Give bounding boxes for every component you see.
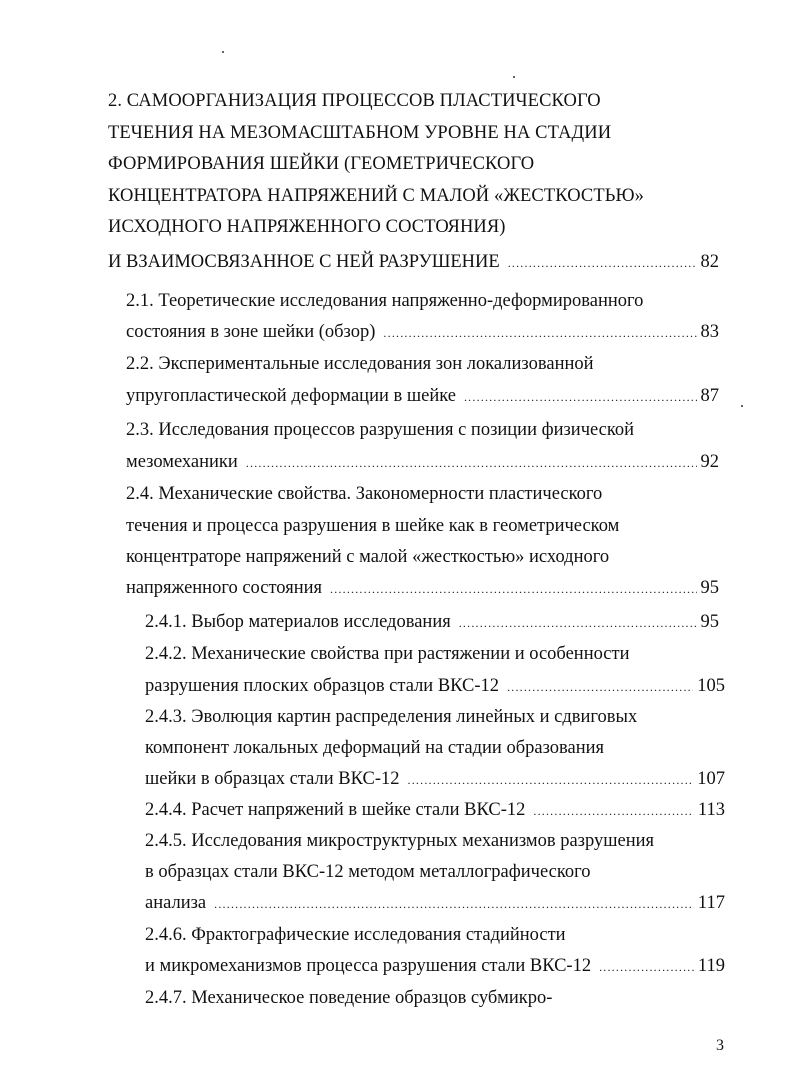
toc-entry-line: 2.4. Механические свойства. Закономерности пластического [126, 484, 603, 504]
scan-speck [222, 51, 224, 53]
toc-entry-text: напряженного состояния [126, 578, 323, 598]
page-number: 3 [716, 1037, 724, 1054]
toc-page-number: 117 [697, 893, 725, 913]
chapter-heading-final-line[interactable] [108, 251, 719, 274]
toc-page-number: 95 [700, 612, 719, 632]
chapter-heading [108, 86, 708, 244]
toc-entry-line: течения и процесса разрушения в шейке как в геометрическом [126, 516, 620, 536]
heading-line: 2. САМООРГАНИЗАЦИЯ ПРОЦЕССОВ ПЛАСТИЧЕСКОГО [108, 91, 601, 111]
toc-entry[interactable] [145, 675, 725, 698]
toc-entry-line: 2.1. Теоретические исследования напряженно-деформированного [126, 291, 644, 311]
toc-entry-text: И ВЗАИМОСВЯЗАННОЕ С НЕЙ РАЗРУШЕНИЕ [108, 252, 500, 272]
toc-entry-line: 2.4.6. Фрактографические исследования стадийности [145, 925, 566, 945]
toc-page-number: 82 [700, 252, 719, 272]
dot-leader [599, 956, 694, 978]
toc-entry-line: в образцах стали ВКС-12 методом металлографического [145, 862, 591, 882]
dot-leader [408, 769, 694, 791]
toc-entry-text: и микромеханизмов процесса разрушения стали ВКС-12 [145, 956, 592, 976]
toc-entry-line: концентраторе напряжений с малой «жесткостью» исходного [126, 547, 610, 567]
toc-entry-text: 2.4.1. Выбор материалов исследования [145, 612, 451, 632]
toc-page-number: 119 [697, 956, 725, 976]
dot-leader [214, 893, 694, 915]
toc-entry-line: 2.3. Исследования процессов разрушения с позиции физической [126, 420, 635, 440]
toc-entry-text: 2.4.4. Расчет напряжений в шейке стали ВКС-12 [145, 800, 526, 820]
dot-leader [459, 612, 697, 634]
toc-page-number: 87 [700, 386, 719, 406]
dot-leader [533, 800, 694, 822]
toc-entry[interactable] [145, 892, 725, 915]
toc-entry[interactable] [145, 768, 725, 791]
scan-speck [741, 405, 743, 407]
dot-leader [507, 676, 693, 698]
toc-page-number: 83 [700, 322, 719, 342]
toc-entry[interactable] [126, 577, 719, 600]
toc-entry-line: 2.4.3. Эволюция картин распределения линейных и сдвиговых [145, 707, 638, 727]
toc-page-number: 113 [697, 800, 725, 820]
toc-entry-text: разрушения плоских образцов стали ВКС-12 [145, 676, 500, 696]
toc-entry-text: упругопластической деформации в шейке [126, 386, 456, 406]
heading-line: ИСХОДНОГО НАПРЯЖЕННОГО СОСТОЯНИЯ) [108, 217, 506, 237]
toc-entry[interactable] [145, 799, 725, 822]
toc-entry-text: шейки в образцах стали ВКС-12 [145, 769, 400, 789]
toc-entry[interactable] [145, 611, 719, 634]
toc-entry-text: состояния в зоне шейки (обзор) [126, 322, 376, 342]
dot-leader [246, 452, 697, 474]
heading-line: ТЕЧЕНИЯ НА МЕЗОМАСШТАБНОМ УРОВНЕ НА СТАДИИ [108, 122, 612, 143]
toc-entry[interactable] [126, 451, 719, 474]
toc-entry[interactable] [145, 955, 725, 978]
toc-entry-line: 2.2. Экспериментальные исследования зон локализованной [126, 354, 594, 374]
dot-leader [508, 252, 697, 274]
toc-page-number: 107 [697, 769, 725, 789]
toc-entry[interactable] [126, 385, 719, 408]
toc-entry-line: 2.4.7. Механическое поведение образцов субмикро- [145, 988, 553, 1008]
toc-entry-line: 2.4.2. Механические свойства при растяжении и особенности [145, 644, 630, 664]
toc-page-number: 92 [700, 452, 719, 472]
heading-line: ФОРМИРОВАНИЯ ШЕЙКИ (ГЕОМЕТРИЧЕСКОГО [108, 154, 535, 174]
dot-leader [330, 578, 696, 600]
dot-leader [464, 386, 697, 408]
heading-line: КОНЦЕНТРАТОРА НАПРЯЖЕНИЙ С МАЛОЙ «ЖЕСТКОСТЬЮ» [108, 185, 644, 206]
toc-entry-text: анализа [145, 893, 207, 913]
scan-speck [513, 76, 515, 78]
toc-entry-line: 2.4.5. Исследования микроструктурных механизмов разрушения [145, 831, 655, 851]
dot-leader [383, 322, 696, 344]
toc-page-number: 105 [697, 676, 725, 696]
toc-entry-line: компонент локальных деформаций на стадии образования [145, 738, 605, 758]
toc-page-number: 95 [700, 578, 719, 598]
toc-entry[interactable] [126, 321, 719, 344]
toc-entry-text: мезомеханики [126, 452, 238, 472]
